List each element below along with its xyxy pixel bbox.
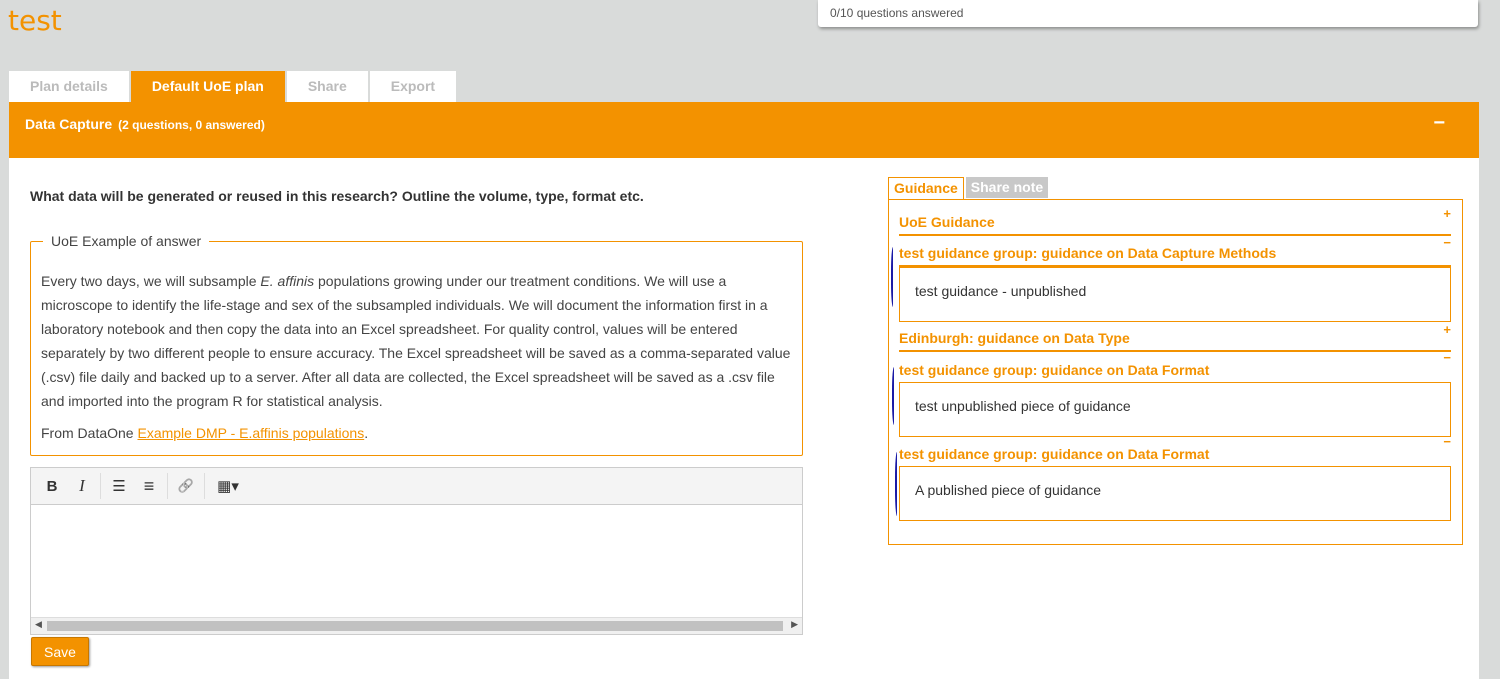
plan-content	[9, 102, 1479, 679]
toolbar-divider	[100, 473, 101, 499]
question-text: What data will be generated or reused in this research? Outline the volume, type, format etc.	[30, 188, 644, 204]
scrollbar-thumb[interactable]	[47, 621, 783, 631]
example-text-after: populations growing under our treatment conditions. We will use a microscope to identify the life-stage and sex of the subsampled individuals. We will document the information first in a laboratory notebook and then copy the data into an Excel spreadsheet. For quality control, values will be entered separately by two different people to ensure accuracy. The Excel spreadsheet will be saved as a comma-separated value (.csv) file daily and backed up to a server. After all data are collected, the Excel spreadsheet will be saved as a .csv file and imported into the program R for statistical analysis.	[41, 273, 791, 409]
guidance-panel	[888, 199, 1463, 545]
guidance-heading-text: test guidance group: guidance on Data Format	[899, 446, 1210, 462]
collapse-icon[interactable]: −	[1443, 434, 1451, 449]
collapse-icon[interactable]: −	[1433, 112, 1445, 134]
save-button[interactable]: Save	[31, 637, 89, 666]
bold-icon[interactable]: B	[46, 477, 58, 495]
example-dmp-link[interactable]: Example DMP - E.affinis populations	[137, 425, 365, 441]
plan-title: test	[8, 4, 62, 37]
example-legend: UoE Example of answer	[51, 233, 202, 249]
example-text	[41, 269, 791, 413]
progress-status: 0/10 questions answered	[818, 0, 1478, 27]
collapse-icon[interactable]: −	[1443, 350, 1451, 365]
link-icon[interactable]: 🔗	[177, 478, 195, 493]
example-source	[41, 425, 368, 441]
section-header[interactable]	[9, 102, 1479, 158]
example-from-suffix: .	[364, 425, 369, 441]
annotation-mark	[892, 367, 897, 425]
section-title-text: Data Capture	[25, 116, 113, 132]
tab-plan-details[interactable]: Plan details	[9, 71, 129, 102]
table-icon[interactable]: ▦▾	[217, 478, 239, 495]
example-answer	[30, 233, 803, 456]
scroll-left-icon[interactable]: ◀	[35, 619, 42, 629]
tab-export[interactable]: Export	[370, 71, 456, 102]
guidance-body: test guidance - unpublished	[899, 267, 1451, 322]
section-title	[25, 116, 265, 132]
editor-toolbar	[31, 468, 802, 505]
guidance-heading[interactable]	[899, 430, 1451, 466]
scroll-right-icon[interactable]: ▶	[791, 619, 798, 629]
expand-icon[interactable]: +	[1443, 322, 1451, 337]
numbered-list-icon[interactable]: ≡	[143, 475, 155, 496]
expand-icon[interactable]: +	[1443, 206, 1451, 221]
annotation-mark	[895, 452, 900, 516]
toolbar-divider	[167, 473, 168, 499]
guidance-tabs	[888, 177, 1048, 199]
section-subtitle: (2 questions, 0 answered)	[118, 118, 265, 132]
annotation-mark	[891, 247, 896, 307]
example-from-label: From DataOne	[41, 425, 138, 441]
example-species: E. affinis	[260, 273, 315, 289]
answer-editor	[30, 467, 803, 635]
guidance-heading[interactable]	[899, 346, 1451, 382]
toolbar-divider	[204, 473, 205, 499]
bullet-list-icon[interactable]: ☰	[112, 478, 126, 495]
guidance-heading-text: test guidance group: guidance on Data Capture Methods	[899, 245, 1277, 261]
tab-share-note[interactable]: Share note	[966, 177, 1048, 198]
guidance-heading[interactable]	[899, 231, 1451, 267]
editor-scrollbar[interactable]	[31, 617, 802, 634]
example-text-before: Every two days, we will subsample	[41, 273, 261, 289]
tab-default-uoe-plan[interactable]: Default UoE plan	[131, 71, 285, 102]
tab-share[interactable]: Share	[287, 71, 368, 102]
guidance-heading-text: UoE Guidance	[899, 214, 995, 230]
guidance-heading-text: test guidance group: guidance on Data Format	[899, 362, 1210, 378]
answer-text-area[interactable]	[31, 505, 802, 617]
guidance-body: test unpublished piece of guidance	[899, 382, 1451, 437]
collapse-icon[interactable]: −	[1443, 235, 1451, 250]
plan-tabs	[9, 71, 458, 102]
guidance-heading-text: Edinburgh: guidance on Data Type	[899, 330, 1130, 346]
italic-icon[interactable]: I	[79, 476, 85, 495]
tab-guidance[interactable]: Guidance	[888, 177, 964, 199]
guidance-body: A published piece of guidance	[899, 466, 1451, 521]
